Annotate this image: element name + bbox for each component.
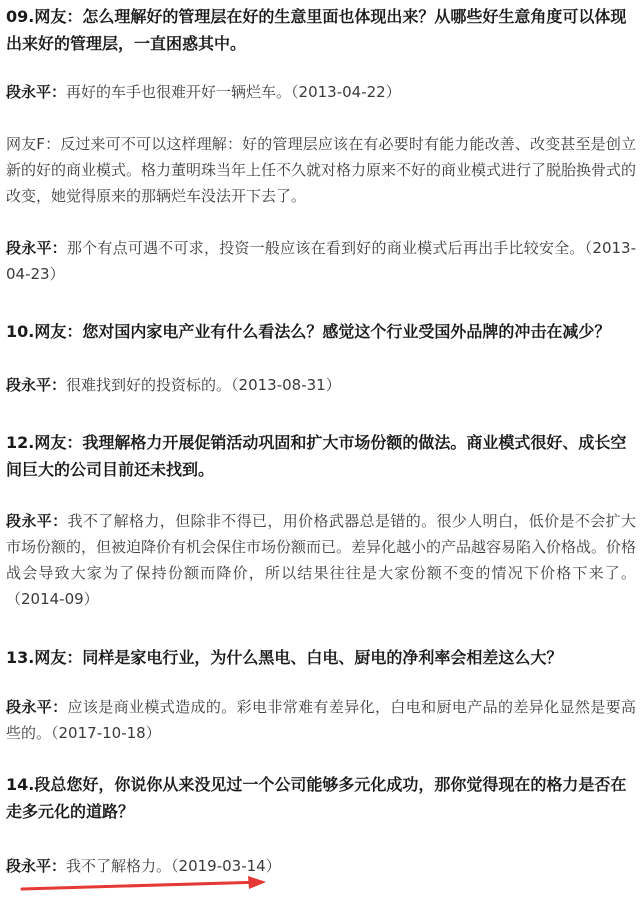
answer-date: （2019-03-14）	[171, 857, 281, 875]
question-14: 14.段总您好，你说你从来没见过一个公司能够多元化成功，那你觉得现在的格力是否在走多元化的道路？	[6, 775, 627, 821]
speaker-label: 段永平：	[6, 698, 68, 716]
answer-13	[6, 694, 636, 746]
answer-text: 应该是商业模式造成的。彩电非常难有差异化，白电和厨电产品的差异化显然是要高些的。	[6, 698, 636, 742]
speaker-label: 段永平：	[6, 512, 68, 530]
answer-followup	[6, 235, 636, 287]
answer-text: 很难找到好的投资标的。	[66, 376, 232, 394]
answer-14	[6, 853, 636, 879]
answer-text: 我不了解格力。	[66, 857, 172, 875]
answer-date: （2014-09）	[6, 590, 99, 608]
speaker-label: 段永平：	[6, 83, 67, 101]
question-13: 13.网友：同样是家电行业，为什么黑电、白电、厨电的净利率会相差这么大？	[6, 648, 563, 667]
followup-comment: 网友F：反过来可不可以这样理解：好的管理层应该在有必要时有能力能改善、改变甚至是创立新的好的商业模式。格力董明珠当年上任不久就对格力原来不好的商业模式进行了脱胎换骨式的改变，她觉得原来的那辆烂车没法开下去了。	[6, 135, 637, 205]
answer-date: （2013-04-23）	[6, 239, 636, 283]
answer-09	[6, 79, 636, 105]
answer-text: 我不了解格力，但除非不得已，用价格武器总是错的。很少人明白，低价是不会扩大市场份额的，但被迫降价有机会保住市场份额而已。差异化越小的产品越容易陷入价格战。价格战会导致大家为了保持份额而降价，所以结果往往是大家份额不变的情况下价格下来了。	[6, 512, 637, 582]
speaker-label: 段永平：	[6, 376, 67, 394]
question-12: 12.网友：我理解格力开展促销活动巩固和扩大市场份额的做法。商业模式很好、成长空间巨大的公司目前还未找到。	[6, 433, 627, 479]
speaker-label: 段永平：	[6, 239, 67, 257]
answer-text: 再好的车手也很难开好一辆烂车。	[66, 83, 292, 101]
answer-date: （2013-08-31）	[231, 376, 341, 394]
answer-12	[6, 508, 636, 612]
answer-text: 那个有点可遇不可求，投资一般应该在看到好的商业模式后再出手比较安全。	[66, 239, 585, 257]
answer-10	[6, 372, 636, 398]
answer-date: （2017-10-18）	[51, 724, 161, 742]
speaker-label: 段永平：	[6, 857, 67, 875]
question-10: 10.网友：您对国内家电产业有什么看法么？感觉这个行业受国外品牌的冲击在减少？	[6, 322, 611, 341]
answer-date: （2013-04-22）	[291, 83, 401, 101]
question-09: 09.网友：怎么理解好的管理层在好的生意里面也体现出来？从哪些好生意角度可以体现出来好的管理层，一直困惑其中。	[6, 7, 627, 53]
